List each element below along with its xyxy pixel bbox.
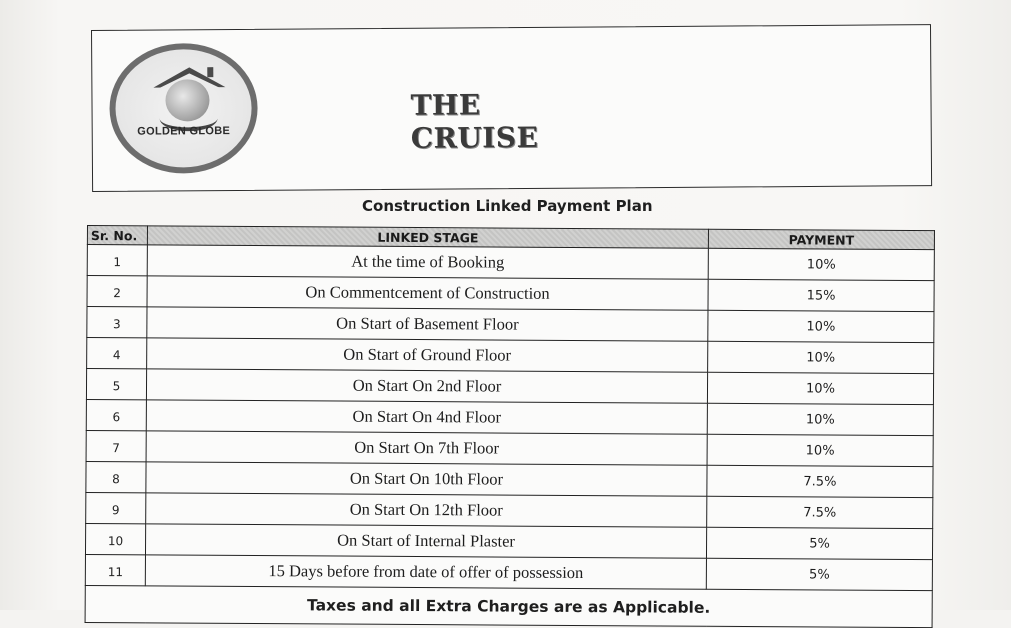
payment-cell: 7.5% bbox=[707, 496, 933, 528]
sr-no-cell: 10 bbox=[85, 523, 145, 554]
linked-stage-cell: On Start On 2nd Floor bbox=[146, 369, 707, 403]
column-header-payment: PAYMENT bbox=[708, 229, 934, 249]
payment-cell: 10% bbox=[707, 434, 933, 466]
payment-cell: 5% bbox=[706, 527, 932, 559]
payment-cell: 5% bbox=[706, 558, 932, 590]
table-row bbox=[86, 461, 933, 497]
table-row bbox=[87, 307, 934, 343]
payment-cell: 10% bbox=[708, 248, 934, 280]
linked-stage-cell: On Start On 10th Floor bbox=[146, 462, 707, 496]
sr-no-cell: 11 bbox=[85, 554, 145, 585]
table-row bbox=[85, 523, 932, 559]
plan-title: Construction Linked Payment Plan bbox=[362, 197, 653, 215]
linked-stage-cell: On Start On 12th Floor bbox=[146, 493, 707, 527]
sr-no-cell: 2 bbox=[87, 276, 147, 307]
payment-cell: 7.5% bbox=[707, 465, 933, 497]
linked-stage-cell: On Start of Internal Plaster bbox=[145, 524, 706, 558]
table-row bbox=[87, 245, 934, 281]
linked-stage-cell: On Start On 7th Floor bbox=[146, 431, 707, 465]
sr-no-cell: 5 bbox=[86, 369, 146, 400]
column-header-linked-stage: LINKED STAGE bbox=[147, 226, 708, 248]
payment-plan-table bbox=[85, 225, 935, 628]
table-row bbox=[86, 369, 933, 405]
payment-cell: 15% bbox=[708, 279, 934, 311]
linked-stage-cell: At the time of Booking bbox=[147, 245, 708, 279]
linked-stage-cell: 15 Days before from date of offer of possession bbox=[145, 555, 706, 589]
sr-no-cell: 7 bbox=[86, 430, 146, 461]
sr-no-cell: 8 bbox=[86, 461, 146, 492]
golden-globe-logo bbox=[109, 43, 258, 174]
taxes-note: Taxes and all Extra Charges are as Applicable. bbox=[85, 585, 932, 627]
sr-no-cell: 9 bbox=[86, 492, 146, 523]
logo-text: GOLDEN GLOBE bbox=[137, 125, 231, 138]
linked-stage-cell: On Start of Ground Floor bbox=[147, 338, 708, 372]
sr-no-cell: 6 bbox=[86, 399, 146, 430]
chimney-icon bbox=[207, 67, 213, 77]
table-row bbox=[85, 554, 932, 590]
table-row bbox=[86, 492, 933, 528]
table-row bbox=[86, 430, 933, 466]
payment-plan-table-wrapper bbox=[85, 225, 935, 628]
payment-cell: 10% bbox=[707, 372, 933, 404]
table-footer-row bbox=[85, 585, 932, 627]
header-box bbox=[91, 24, 932, 192]
linked-stage-cell: On Commentcement of Construction bbox=[147, 276, 708, 310]
table-row bbox=[87, 276, 934, 312]
linked-stage-cell: On Start of Basement Floor bbox=[147, 307, 708, 341]
payment-cell: 10% bbox=[707, 403, 933, 435]
column-header-sr-no: Sr. No. bbox=[87, 226, 147, 245]
project-title: THE CRUISE bbox=[410, 88, 539, 155]
sr-no-cell: 1 bbox=[87, 245, 147, 276]
table-row bbox=[86, 399, 933, 435]
payment-cell: 10% bbox=[708, 310, 934, 342]
payment-cell: 10% bbox=[708, 341, 934, 373]
linked-stage-cell: On Start On 4nd Floor bbox=[146, 400, 707, 434]
table-row bbox=[87, 338, 934, 374]
sr-no-cell: 4 bbox=[87, 338, 147, 369]
sr-no-cell: 3 bbox=[87, 307, 147, 338]
